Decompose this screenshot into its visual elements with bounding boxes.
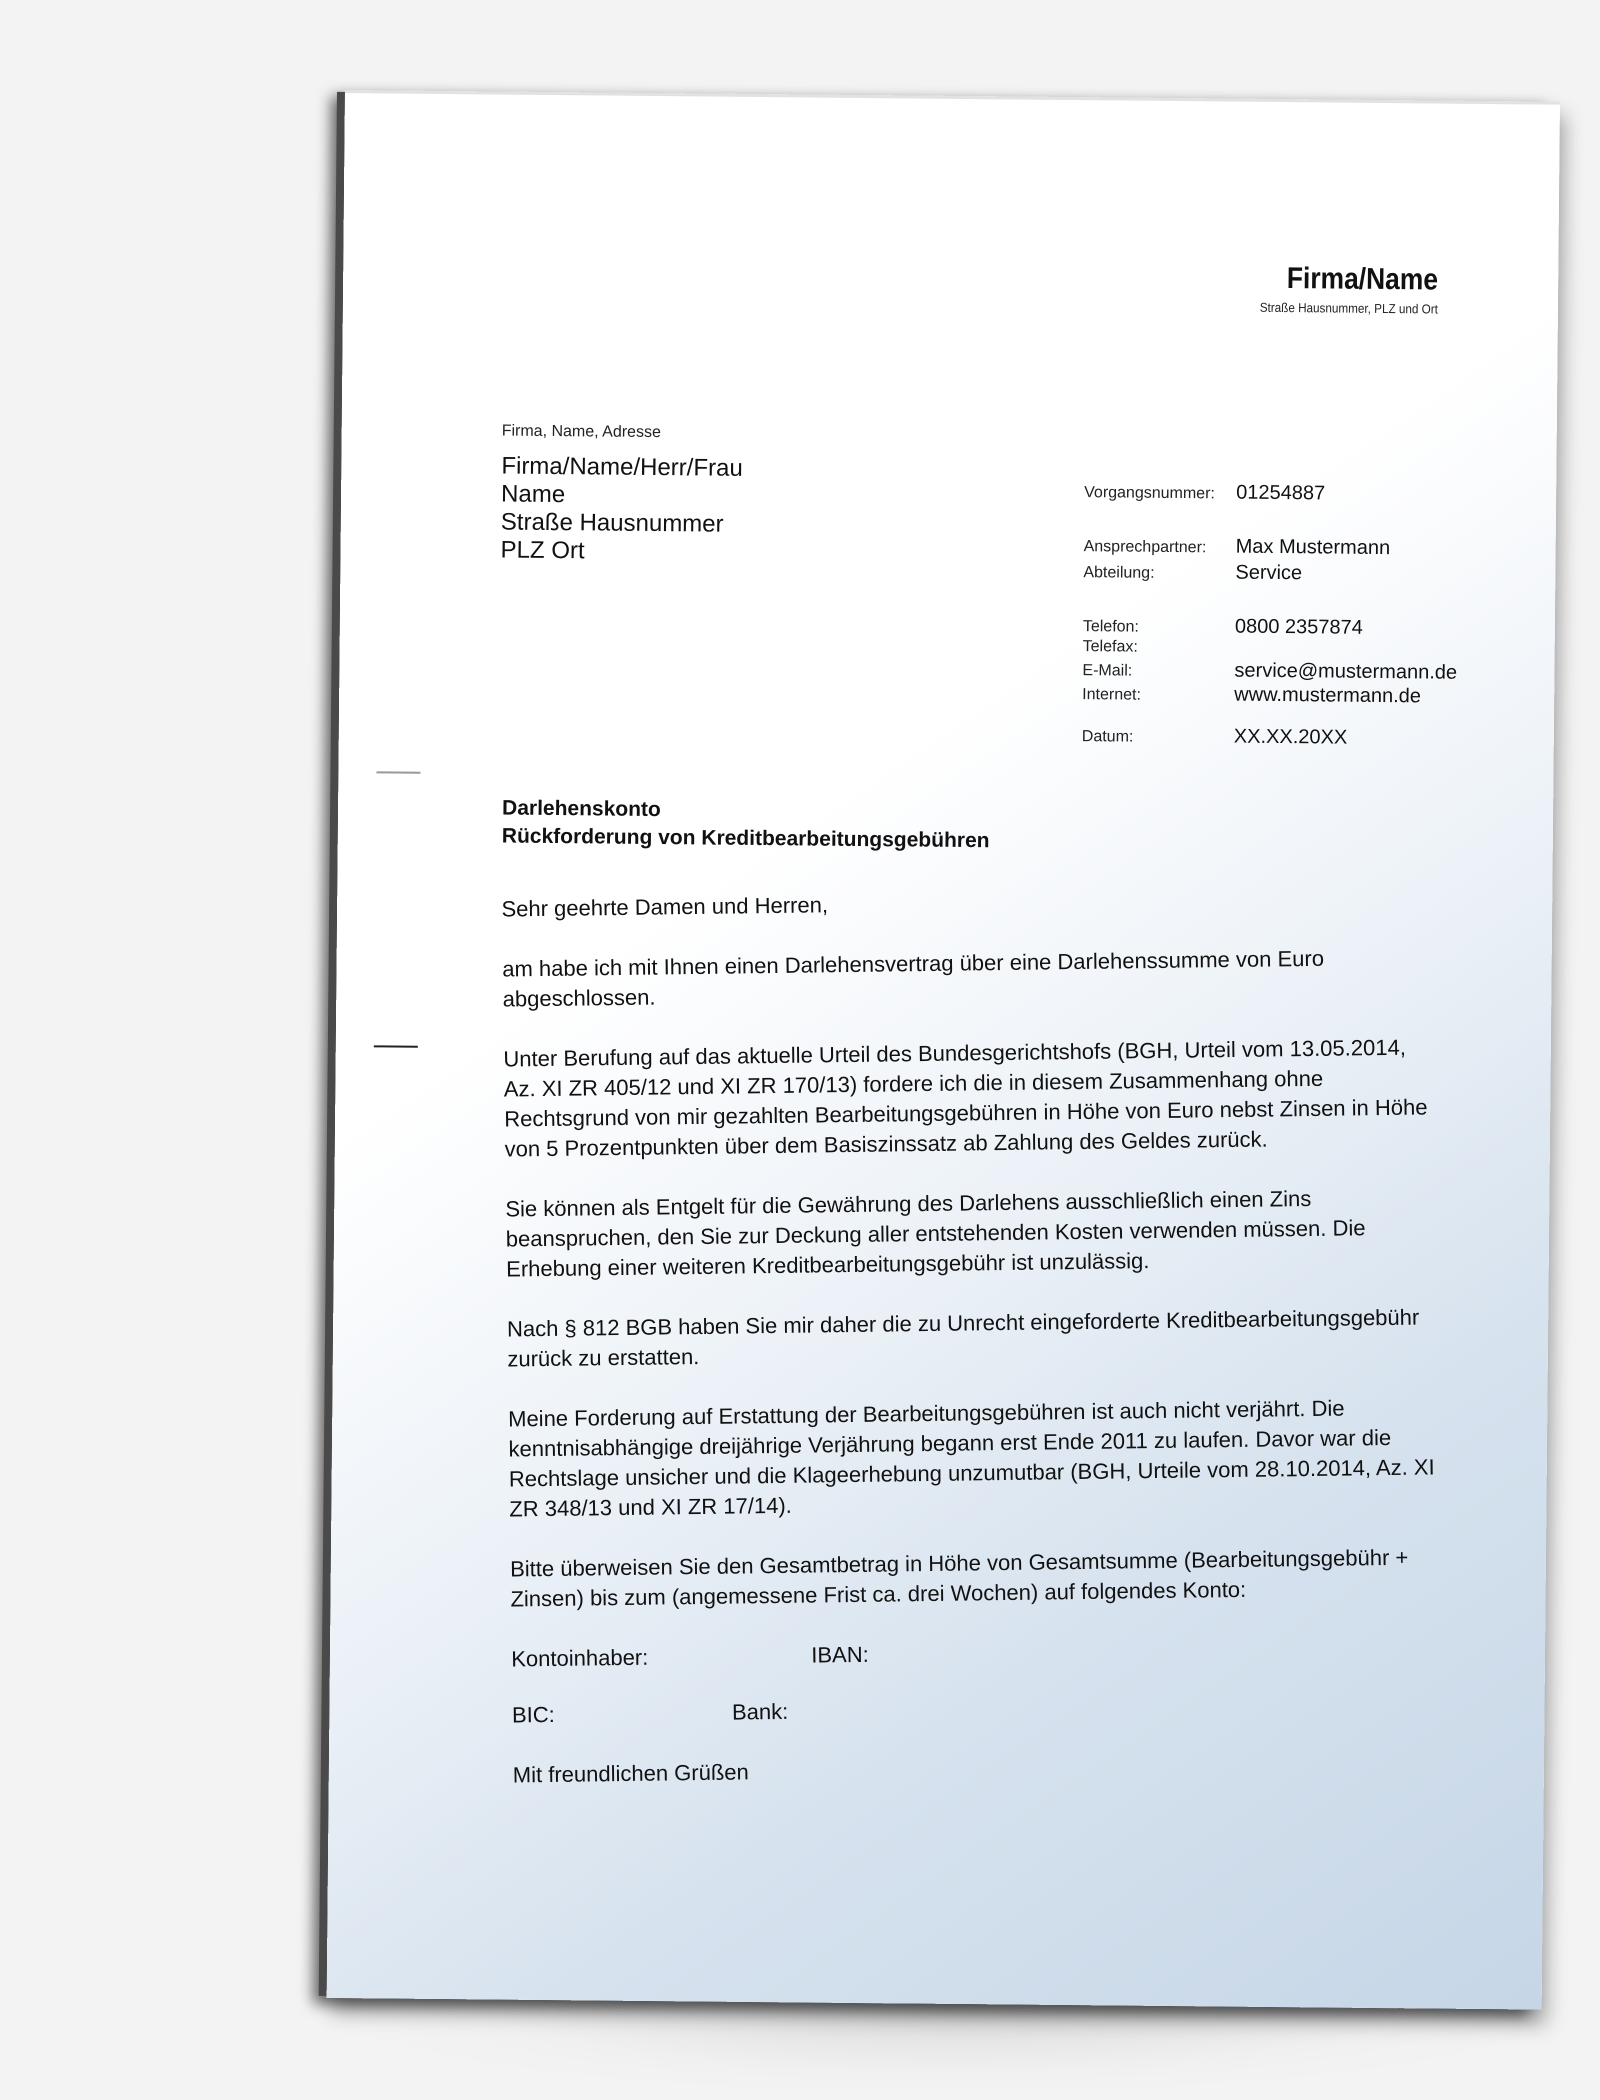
info-label: Telefax: xyxy=(1082,638,1138,656)
paragraph: am habe ich mit Ihnen einen Darlehensvertrag über eine Darlehenssumme von Euro abgeschlossen. xyxy=(502,945,1325,1012)
info-label: Ansprechpartner: xyxy=(1083,538,1207,557)
letter-page xyxy=(327,90,1560,2010)
info-value: www.mustermann.de xyxy=(1234,683,1422,708)
info-value: Service xyxy=(1235,561,1303,585)
letter-body xyxy=(501,882,1443,1820)
salutation: Sehr geehrte Damen und Herren, xyxy=(501,892,829,922)
recipient-line: PLZ Ort xyxy=(500,536,585,565)
paragraph: Meine Forderung auf Erstattung der Bearbeitungsgebühren ist auch nicht verjährt. Die kenntnisabhängige dreijährige Verjährung begann erst Ende 2011 zu laufen. Davor war die Rechtslage unsicher und die Klageerhebung unzumutbar (BGH, Urteile vom 28.10.2014, Az. XI ZR 348/13 und XI ZR 17/14). xyxy=(507,1395,1435,1522)
subject-line: Rückforderung von Kreditbearbeitungsgebühren xyxy=(501,824,990,853)
info-block xyxy=(1082,480,1505,754)
info-row-datum xyxy=(1082,724,1502,754)
return-address: Firma, Name, Adresse xyxy=(501,422,661,442)
paragraph: Bitte überweisen Sie den Gesamtbetrag in Höhe von Gesamtsumme (Bearbeitungsgebühr + Zinsen) bis zum (angemessene Frist ca. drei Wochen) auf folgendes Konto: xyxy=(509,1544,1409,1612)
subject-line: Darlehenskonto xyxy=(502,796,661,822)
info-row-internet xyxy=(1082,682,1502,712)
subject xyxy=(502,795,990,856)
recipient-line: Straße Hausnummer xyxy=(500,508,724,538)
info-value: Max Mustermann xyxy=(1235,535,1391,560)
paragraph: Nach § 812 BGB haben Sie mir daher die zu Unrecht eingeforderte Kreditbearbeitungsgebühr zurück zu erstatten. xyxy=(506,1304,1420,1372)
iban-label: IBAN: xyxy=(811,1641,869,1668)
info-row-ansprechpartner xyxy=(1084,534,1504,564)
paragraph: Unter Berufung auf das aktuelle Urteil des Bundesgerichtshofs (BGH, Urteil vom 13.05.2014, Az. XI ZR 405/12 und XI ZR 170/13) fordere ich die in diesem Zusammenhang ohne Rechtsgrund von mir gezahlten Bearbeitungsgebühren in Höhe von Euro nebst Zinsen in Höhe von 5 Prozentpunkten über dem Basiszinssatz ab Zahlung des Geldes zurück. xyxy=(503,1034,1428,1162)
bank-label: Bank: xyxy=(731,1698,789,1725)
info-label: Vorgangsnummer: xyxy=(1084,484,1215,503)
info-label: Telefon: xyxy=(1082,618,1140,636)
punch-mark xyxy=(374,1045,418,1047)
info-label: Abteilung: xyxy=(1083,564,1155,582)
kontoinhaber-label: Kontoinhaber: xyxy=(511,1644,649,1672)
fold-mark xyxy=(376,771,420,773)
info-label: Datum: xyxy=(1081,728,1134,746)
bic-label: BIC: xyxy=(511,1701,555,1728)
info-row-abteilung xyxy=(1083,560,1503,590)
info-value: service@mustermann.de xyxy=(1234,659,1458,684)
info-value: 0800 2357874 xyxy=(1234,615,1363,639)
closing: Mit freundlichen Grüßen xyxy=(512,1759,749,1788)
recipient-line: Firma/Name/Herr/Frau xyxy=(501,452,743,482)
info-value: XX.XX.20XX xyxy=(1233,725,1348,749)
recipient-address xyxy=(500,453,742,567)
bank-row-2 xyxy=(512,1688,1443,1756)
info-value: 01254887 xyxy=(1236,481,1326,505)
info-label: Internet: xyxy=(1082,686,1142,704)
sender-name: Firma/Name xyxy=(1286,262,1439,297)
info-label: E-Mail: xyxy=(1082,662,1133,680)
recipient-line: Name xyxy=(500,480,566,509)
info-row-vorgang xyxy=(1084,480,1504,510)
paragraph: Sie können als Entgelt für die Gewährung des Darlehens ausschließlich einen Zins beanspruchen, den Sie zur Deckung aller entstehenden Kosten verwenden müssen. Die Erhebung einer weiteren Kreditbearbeitungsgebühr ist unzulässig. xyxy=(505,1185,1366,1282)
sender-address: Straße Hausnummer, PLZ und Ort xyxy=(1259,299,1439,317)
